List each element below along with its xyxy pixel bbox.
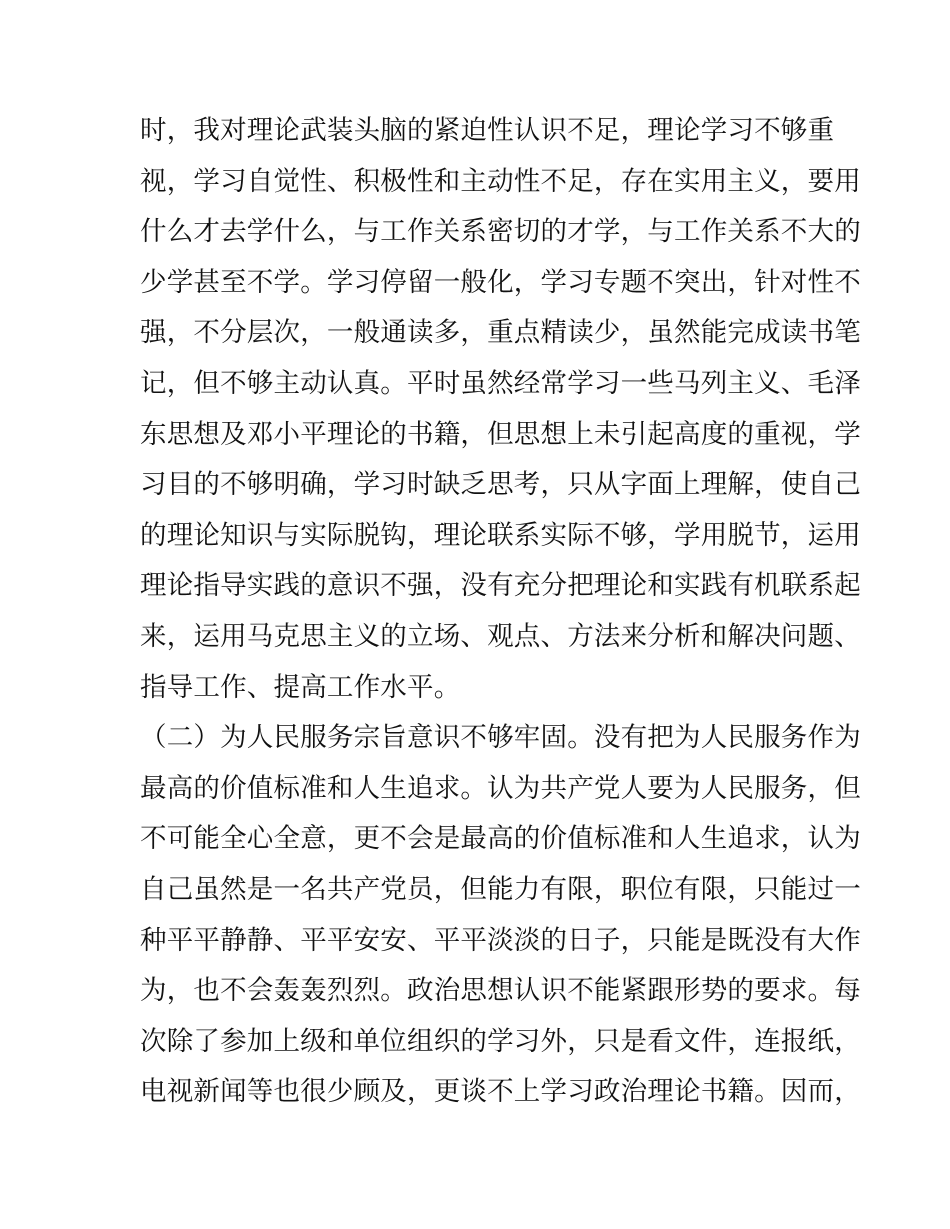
text-line-19: 次除了参加上级和单位组织的学习外，只是看文件，连报纸，	[140, 1025, 861, 1057]
text-line-16: 自己虽然是一名共产党员，但能力有限，职位有限，只能过一	[140, 873, 861, 905]
text-line-11: 来，运用马克思主义的立场、观点、方法来分析和解决问题、	[140, 620, 861, 652]
text-line-18: 为，也不会轰轰烈烈。政治思想认识不能紧跟形势的要求。每	[140, 975, 861, 1007]
text-line-17: 种平平静静、平平安安、平平淡淡的日子，只能是既没有大作	[140, 924, 861, 956]
text-line-7: 东思想及邓小平理论的书籍，但思想上未引起高度的重视，学	[140, 418, 861, 450]
text-line-2: 视，学习自觉性、积极性和主动性不足，存在实用主义，要用	[140, 165, 861, 197]
text-line-12: 指导工作、提高工作水平。	[140, 671, 461, 703]
text-line-14: 最高的价值标准和人生追求。认为共产党人要为人民服务，但	[140, 772, 861, 804]
text-line-15: 不可能全心全意，更不会是最高的价值标准和人生追求，认为	[140, 823, 861, 855]
text-line-10: 理论指导实践的意识不强，没有充分把理论和实践有机联系起	[140, 570, 861, 602]
text-line-9: 的理论知识与实际脱钩，理论联系实际不够，学用脱节，运用	[140, 519, 861, 551]
text-line-13: （二）为人民服务宗旨意识不够牢固。没有把为人民服务作为	[140, 722, 861, 754]
text-line-20: 电视新闻等也很少顾及，更谈不上学习政治理论书籍。因而，	[140, 1076, 861, 1108]
text-line-4: 少学甚至不学。学习停留一般化，学习专题不突出，针对性不	[140, 266, 861, 298]
text-line-6: 记，但不够主动认真。平时虽然经常学习一些马列主义、毛泽	[140, 367, 861, 399]
body-text	[140, 106, 861, 1118]
text-line-3: 什么才去学什么，与工作关系密切的才学，与工作关系不大的	[140, 216, 861, 248]
text-line-8: 习目的不够明确，学习时缺乏思考，只从字面上理解，使自己	[140, 469, 861, 501]
text-line-1: 时，我对理论武装头脑的紧迫性认识不足，理论学习不够重	[140, 115, 835, 146]
text-line-5: 强，不分层次，一般通读多，重点精读少，虽然能完成读书笔	[140, 317, 861, 349]
